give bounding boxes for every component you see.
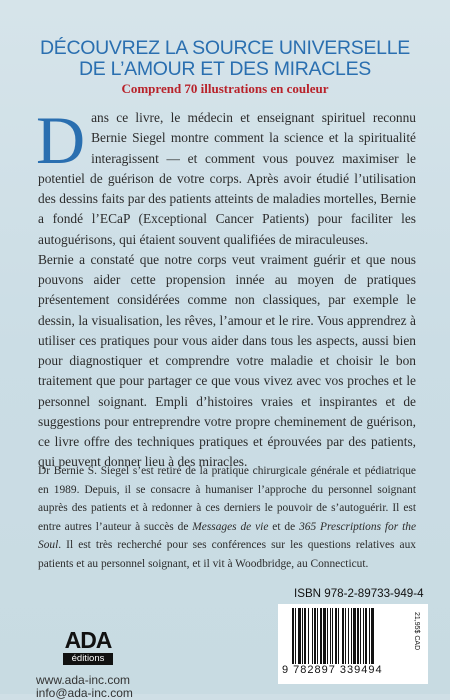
bio-title-1: Messages de vie bbox=[192, 520, 269, 533]
barcode-bar bbox=[357, 608, 359, 664]
barcode-bar bbox=[317, 608, 318, 664]
subtitle: Comprend 70 illustrations en couleur bbox=[121, 81, 329, 96]
paragraph-2: Bernie a constaté que notre corps veut vraiment guérir et que nous pouvons aider cette propension innée au moyen de pratiques présentement considérées comme non classiques, par exemple le dessin, la visualisation, les rêves, l’amour et le rire. Vous apprendrez à utiliser ces pratiques pour vous aider dans tous les aspects, aussi bien pour diagnostiquer et comprendre votre maladie et choisir le bon traitement que pour partager ce que vous vivez avec vos proches et le personnel soignant. Empli d’histoires vraies et inspirantes et de suggestions pour entreprendre votre propre cheminement de guérison, ce livre offre des techniques pratiques et éprouvées par des patients, qui peuvent donner lieu à des miracles. bbox=[38, 251, 416, 470]
bio-title-2: 365 Prescriptions for the Soul bbox=[38, 520, 416, 551]
price-label: 21,95$ CAD bbox=[413, 612, 420, 651]
barcode-bar bbox=[351, 608, 352, 664]
description-text bbox=[36, 102, 416, 473]
website-link[interactable]: www.ada-inc.com bbox=[36, 673, 131, 687]
drop-cap: D bbox=[36, 102, 86, 178]
paragraph-1: ans ce livre, le médecin et enseignant spirituel reconnu Bernie Siegel montre comment la science et la spiritualité interagissent — et comment vous pouvez maximiser le potentiel de guérison de votre corps. Après avoir étudié l’utilisation des dessins faits par des patients atteints de maladies mortelles, Bernie a fondé l’ECaP (Exceptional Cancer Patients) pour faciliter les autoguérisons, qui étaient souvent qualifiées de miraculeuses. bbox=[38, 110, 416, 247]
barcode-bar bbox=[363, 608, 364, 664]
barcode-bar bbox=[308, 608, 309, 664]
barcode-bar bbox=[345, 608, 346, 664]
barcode-bar bbox=[327, 608, 328, 664]
barcode-bar bbox=[360, 608, 361, 664]
barcode-digits: 9 782897 339494 bbox=[282, 664, 383, 676]
bio-part-3: . Il est très recherché pour ses conférences sur les questions relatives aux patients et au personnel soignant, et il vit à Woodbridge, au Connecticut. bbox=[38, 539, 416, 570]
barcode-bar bbox=[335, 608, 337, 664]
publisher-logo bbox=[63, 627, 113, 671]
barcode-bar bbox=[338, 608, 339, 664]
barcode-bar bbox=[330, 608, 331, 664]
headline-line-1: DÉCOUVREZ LA SOURCE UNIVERSELLE bbox=[40, 37, 410, 59]
barcode-bar bbox=[298, 608, 301, 664]
barcode-bars bbox=[292, 608, 400, 664]
barcode-bar bbox=[312, 608, 313, 664]
logo-sub: éditions bbox=[63, 653, 113, 665]
barcode-bar bbox=[320, 608, 322, 664]
barcode-bar bbox=[314, 608, 316, 664]
author-bio bbox=[38, 462, 416, 573]
email-link[interactable]: info@ada-inc.com bbox=[36, 686, 133, 700]
barcode-bar bbox=[365, 608, 367, 664]
barcode-bar bbox=[369, 608, 370, 664]
barcode-bar bbox=[323, 608, 326, 664]
barcode-bar bbox=[332, 608, 333, 664]
barcode-bar bbox=[342, 608, 344, 664]
logo-name: ADA bbox=[64, 627, 112, 653]
barcode-bar bbox=[302, 608, 303, 664]
barcode-bar bbox=[292, 608, 294, 664]
barcode-bar bbox=[295, 608, 296, 664]
bio-part-2: et de bbox=[268, 520, 300, 533]
barcode-bar bbox=[371, 608, 374, 664]
isbn-label: ISBN 978-2-89733-949-4 bbox=[294, 587, 424, 600]
headline-line-2: DE L’AMOUR ET DES MIRACLES bbox=[79, 58, 371, 80]
barcode bbox=[278, 604, 428, 684]
barcode-bar bbox=[353, 608, 356, 664]
barcode-bar bbox=[304, 608, 306, 664]
bio-part-1: Dr Bernie S. Siegel s’est retiré de la pratique chirurgicale générale et pédiatrique en 1989. Depuis, il se consacre à humaniser l’approche du personnel soignant auprès des patients et à redonner à ces derniers le pouvoir de s’autoguérir. Il est entre autres l’auteur à succès de bbox=[38, 465, 416, 533]
barcode-bar bbox=[348, 608, 349, 664]
